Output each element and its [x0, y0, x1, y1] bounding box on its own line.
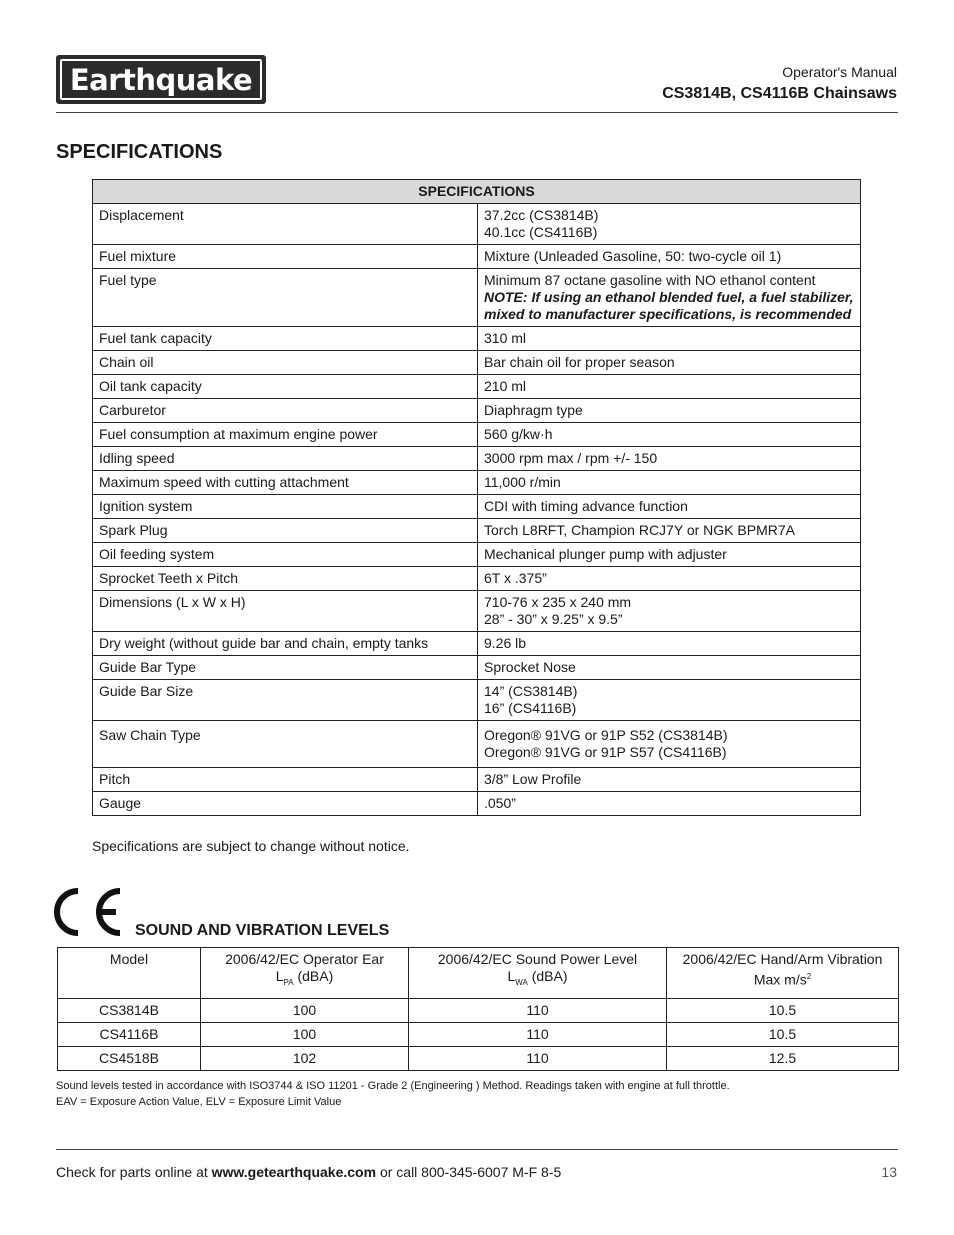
- spec-label: Saw Chain Type: [93, 721, 478, 768]
- logo-text: Earthquake: [69, 62, 253, 97]
- svl-ear: 100: [201, 999, 409, 1023]
- spec-value: [478, 591, 861, 632]
- sound-vibration-title: SOUND AND VIBRATION LEVELS: [135, 922, 390, 939]
- sound-vibration-table: [57, 947, 899, 1071]
- spec-label: Fuel mixture: [93, 245, 478, 269]
- spec-label: Maximum speed with cutting attachment: [93, 471, 478, 495]
- spec-label: Fuel type: [93, 269, 478, 327]
- spec-value: Sprocket Nose: [478, 656, 861, 680]
- spec-row: [93, 327, 861, 351]
- spec-value-line: Oregon® 91VG or 91P S52 (CS3814B): [484, 727, 728, 743]
- svl-row: [58, 1023, 899, 1047]
- ce-mark-svg: [54, 886, 126, 938]
- earthquake-logo: [56, 55, 266, 104]
- unit: (dBA): [293, 968, 334, 984]
- spec-label: Chain oil: [93, 351, 478, 375]
- superscript: 2: [806, 972, 812, 981]
- unit: Max m/s: [753, 971, 807, 988]
- spec-row: [93, 245, 861, 269]
- footer-text: [56, 1164, 561, 1180]
- spec-value: Mixture (Unleaded Gasoline, 50: two-cycle oil 1): [478, 245, 861, 269]
- spec-value: [478, 204, 861, 245]
- spec-value: 9.26 lb: [478, 632, 861, 656]
- spec-value: 3000 rpm max / rpm +/- 150: [478, 447, 861, 471]
- spec-label: Guide Bar Type: [93, 656, 478, 680]
- manual-subtitle: Operator's Manual: [782, 64, 897, 80]
- svl-power: 110: [409, 1047, 667, 1071]
- symbol: L: [507, 968, 516, 984]
- spec-row: [93, 399, 861, 423]
- svl-footnote-2: EAV = Exposure Action Value, ELV = Exposure Limit Value: [56, 1096, 342, 1108]
- spec-value-line: 37.2cc (CS3814B): [484, 207, 599, 223]
- svl-power: 110: [409, 1023, 667, 1047]
- spec-row: [93, 792, 861, 816]
- spec-row: [93, 204, 861, 245]
- spec-value: .050”: [478, 792, 861, 816]
- spec-table-heading: SPECIFICATIONS: [93, 180, 861, 204]
- spec-value: Bar chain oil for proper season: [478, 351, 861, 375]
- spec-row: [93, 768, 861, 792]
- symbol: L: [275, 968, 284, 984]
- spec-label: Pitch: [93, 768, 478, 792]
- spec-row: [93, 721, 861, 768]
- spec-row: [93, 591, 861, 632]
- spec-value: 11,000 r/min: [478, 471, 861, 495]
- spec-row: [93, 567, 861, 591]
- svl-vib: 12.5: [667, 1047, 899, 1071]
- footer-prefix: Check for parts online at: [56, 1164, 212, 1180]
- svl-ear: 100: [201, 1023, 409, 1047]
- spec-value: [478, 721, 861, 768]
- spec-value: 560 g/kw·h: [478, 423, 861, 447]
- spec-value-line: Oregon® 91VG or 91P S57 (CS4116B): [484, 744, 727, 760]
- spec-value-line: 40.1cc (CS4116B): [484, 224, 598, 240]
- spec-row: [93, 519, 861, 543]
- spec-row: [93, 495, 861, 519]
- spec-value: [478, 680, 861, 721]
- logo-border: [60, 59, 262, 100]
- spec-label: Displacement: [93, 204, 478, 245]
- spec-row: [93, 423, 861, 447]
- spec-label: Oil feeding system: [93, 543, 478, 567]
- spec-row: [93, 543, 861, 567]
- spec-label: Dry weight (without guide bar and chain, empty tanks: [93, 632, 478, 656]
- spec-footnote: Specifications are subject to change without notice.: [92, 838, 410, 854]
- footer-suffix: or call 800-345-6007 M-F 8-5: [376, 1164, 562, 1180]
- spec-label: Gauge: [93, 792, 478, 816]
- svl-header-model: Model: [58, 948, 201, 999]
- svl-header-power-line1: 2006/42/EC Sound Power Level: [437, 951, 638, 967]
- spec-value: Mechanical plunger pump with adjuster: [478, 543, 861, 567]
- svl-header-row: [58, 948, 899, 999]
- spec-value: 310 ml: [478, 327, 861, 351]
- spec-value: 3/8” Low Profile: [478, 768, 861, 792]
- spec-row: [93, 471, 861, 495]
- svl-model: CS3814B: [58, 999, 201, 1023]
- svl-header-ear-line1: 2006/42/EC Operator Ear: [225, 951, 384, 967]
- svl-vib: 10.5: [667, 1023, 899, 1047]
- spec-value-line: 28” - 30” x 9.25” x 9.5”: [484, 611, 623, 627]
- spec-label: Fuel consumption at maximum engine power: [93, 423, 478, 447]
- svl-header-power: [409, 948, 667, 999]
- spec-label: Guide Bar Size: [93, 680, 478, 721]
- spec-row: [93, 447, 861, 471]
- spec-row: [93, 680, 861, 721]
- svl-footnotes: [56, 1078, 730, 1110]
- spec-value-line: 710-76 x 235 x 240 mm: [484, 594, 632, 610]
- spec-row: [93, 656, 861, 680]
- svl-power: 110: [409, 999, 667, 1023]
- manual-title: CS3814B, CS4116B Chainsaws: [662, 85, 897, 102]
- svl-header-ear: [201, 948, 409, 999]
- spec-value: Diaphragm type: [478, 399, 861, 423]
- spec-row: [93, 351, 861, 375]
- footer-url[interactable]: www.getearthquake.com: [211, 1164, 377, 1180]
- svl-row: [58, 1047, 899, 1071]
- svl-footnote-1: Sound levels tested in accordance with ISO3744 & ISO 11201 - Grade 2 (Engineering ) Method. Readings taken with engine at full throttle.: [56, 1080, 730, 1092]
- spec-label: Dimensions (L x W x H): [93, 591, 478, 632]
- fuel-note: NOTE: If using an ethanol blended fuel, a fuel stabilizer, mixed to manufacturer specifications, is recommended: [484, 289, 854, 322]
- svl-header-vib-line1: 2006/42/EC Hand/Arm Vibration: [682, 951, 883, 967]
- spec-value: 210 ml: [478, 375, 861, 399]
- spec-label: Carburetor: [93, 399, 478, 423]
- subscript: WA: [515, 977, 528, 987]
- section-title: SPECIFICATIONS: [56, 141, 223, 163]
- spec-label: Ignition system: [93, 495, 478, 519]
- spec-value-line: Minimum 87 octane gasoline with NO ethanol content: [484, 272, 816, 288]
- spec-label: Idling speed: [93, 447, 478, 471]
- spec-value-line: 14” (CS3814B): [484, 683, 578, 699]
- subscript: PA: [283, 977, 294, 987]
- specifications-table: [92, 179, 861, 816]
- page-number: 13: [881, 1164, 897, 1180]
- footer-divider: [56, 1149, 898, 1150]
- spec-label: Fuel tank capacity: [93, 327, 478, 351]
- svl-header-ear-line2: [207, 968, 402, 991]
- svl-row: [58, 999, 899, 1023]
- spec-row: [93, 632, 861, 656]
- svl-header-power-line2: [415, 968, 660, 991]
- svl-model: CS4518B: [58, 1047, 201, 1071]
- svl-header-vibration: [667, 948, 899, 999]
- svl-header-vib-line2: [673, 968, 892, 989]
- header-divider: [56, 112, 898, 113]
- spec-value: 6T x .375”: [478, 567, 861, 591]
- spec-row: [93, 269, 861, 327]
- spec-label: Spark Plug: [93, 519, 478, 543]
- spec-value: CDI with timing advance function: [478, 495, 861, 519]
- spec-value-line: 16” (CS4116B): [484, 700, 577, 716]
- spec-value: Torch L8RFT, Champion RCJ7Y or NGK BPMR7A: [478, 519, 861, 543]
- spec-value: [478, 269, 861, 327]
- spec-label: Oil tank capacity: [93, 375, 478, 399]
- svl-model: CS4116B: [58, 1023, 201, 1047]
- spec-table-header-row: [93, 180, 861, 204]
- spec-row: [93, 375, 861, 399]
- svl-vib: 10.5: [667, 999, 899, 1023]
- ce-mark-icon: [54, 886, 126, 938]
- svl-ear: 102: [201, 1047, 409, 1071]
- unit: (dBA): [527, 968, 568, 984]
- spec-label: Sprocket Teeth x Pitch: [93, 567, 478, 591]
